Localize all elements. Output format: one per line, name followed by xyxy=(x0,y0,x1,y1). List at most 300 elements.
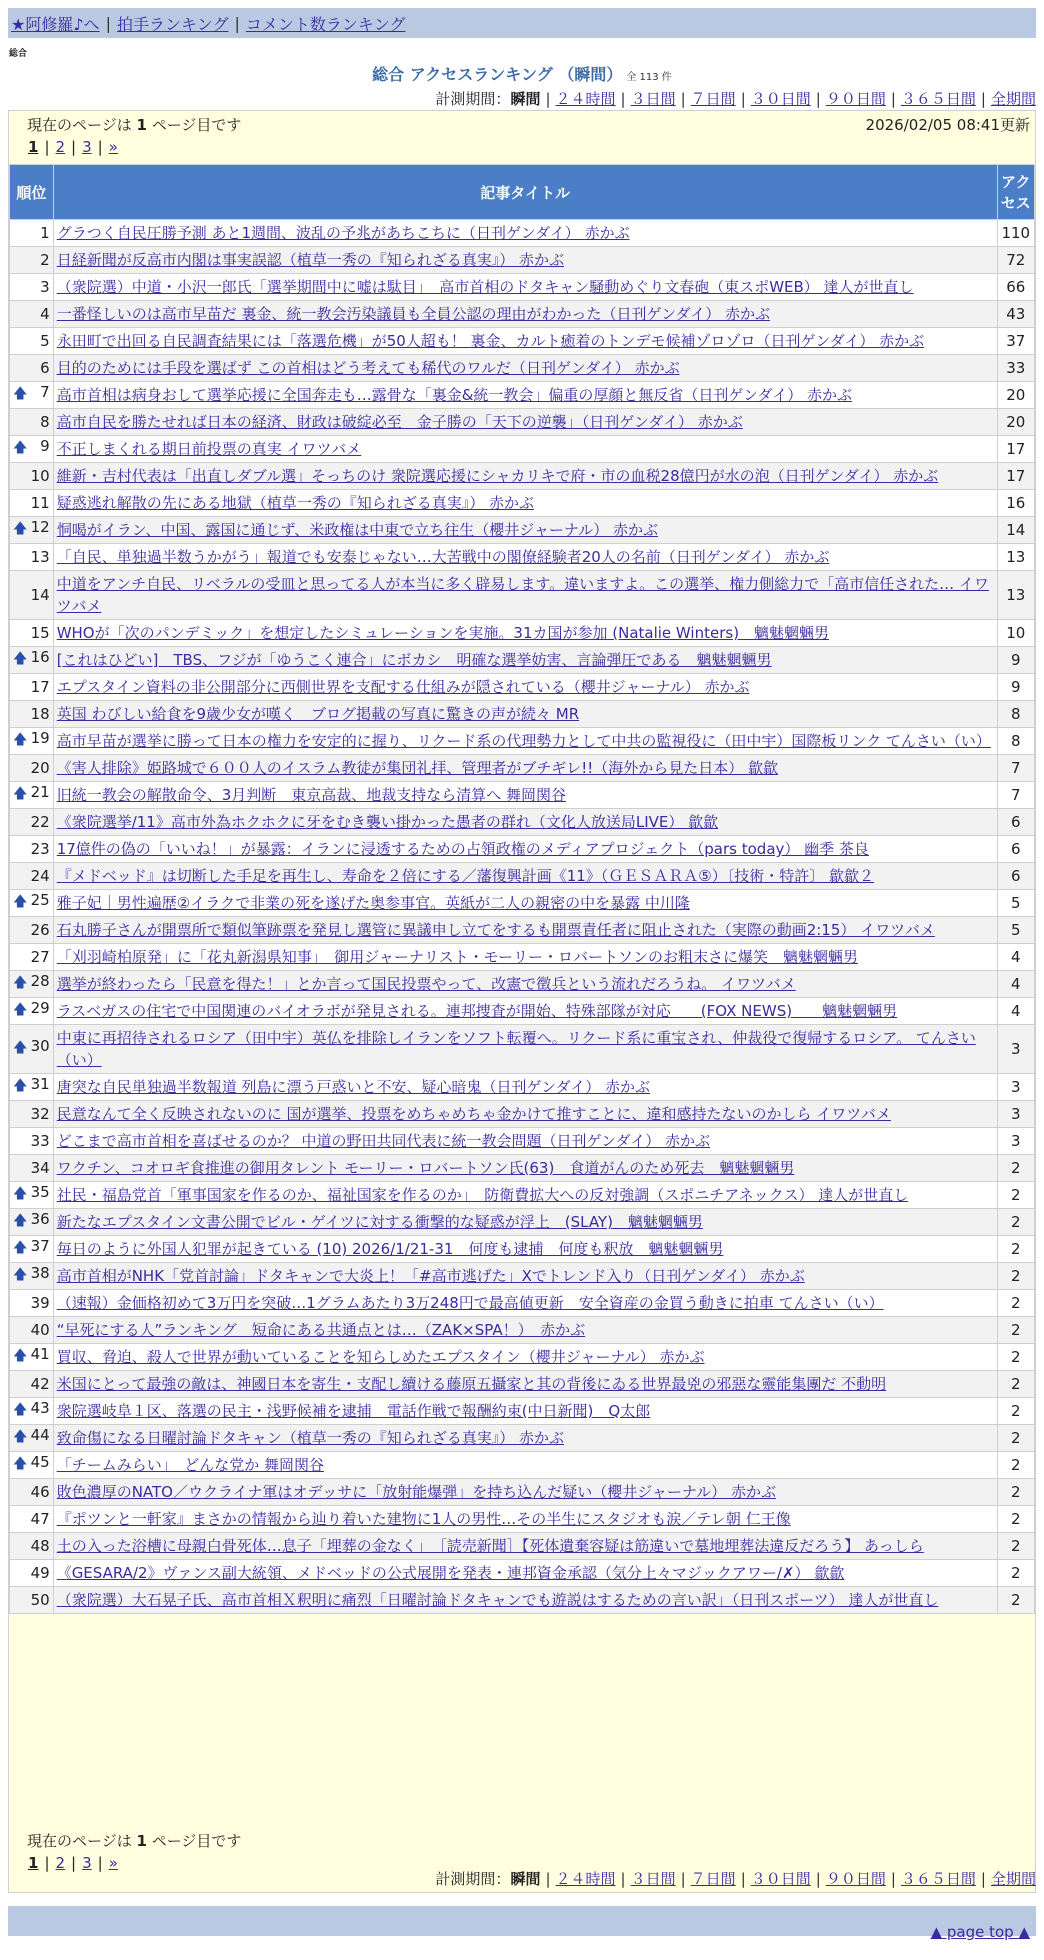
title-cell xyxy=(53,1452,997,1479)
table-row xyxy=(10,836,1035,863)
title-cell xyxy=(53,728,997,755)
access-count: 2 xyxy=(997,1452,1034,1479)
article-link[interactable]: どこまで高市首相を喜ばせるのか？ 中道の野田共同代表に統一教会問題（日刊ゲンダイ） 赤かぶ xyxy=(56,1132,711,1150)
access-count: 3 xyxy=(997,1128,1034,1155)
table-row xyxy=(10,998,1035,1025)
rank-number: 50 xyxy=(30,1591,50,1609)
period-sep: | xyxy=(815,1870,821,1888)
article-link[interactable]: 中道をアンチ自民、リベラルの受皿と思ってる人が本当に多く辟易します。違いますよ。この選挙、権力側総力で「高市信任された… イワツバメ xyxy=(56,575,989,615)
top-period-7[interactable]: 全期間 xyxy=(990,90,1036,108)
access-count: 8 xyxy=(997,728,1034,755)
rank-number: 33 xyxy=(30,1132,50,1150)
arrow-up-icon: 🡅 xyxy=(13,1429,28,1445)
article-link[interactable]: エプスタイン資料の非公開部分に西側世界を支配する仕組みが隠されている（櫻井ジャーナル） 赤かぶ xyxy=(56,678,750,696)
nav-applause-link[interactable]: 拍手ランキング xyxy=(116,14,229,34)
pager-bottom-page-2[interactable]: 2 xyxy=(55,1854,66,1872)
title-cell xyxy=(53,917,997,944)
rank-number: 26 xyxy=(30,921,50,939)
article-link[interactable]: 《衆院選挙/11》高市外為ホクホクに牙をむき襲い掛かった愚者の群れ（文化人放送局LIVE） 歙歙 xyxy=(56,813,719,831)
top-period-5[interactable]: ９０日間 xyxy=(825,90,886,108)
title-cell xyxy=(53,836,997,863)
rank-number: 24 xyxy=(30,867,50,885)
rank-number: 36 xyxy=(30,1210,50,1228)
access-count: 9 xyxy=(997,674,1034,701)
table-row xyxy=(10,1425,1035,1452)
article-link[interactable]: 新たなエプスタイン文書公開でビル・ゲイツに対する衝撃的な疑惑が浮上 (SLAY) 魑魅魍魎男 xyxy=(56,1213,703,1231)
article-link[interactable]: 疑惑逃れ解散の先にある地獄（植草一秀の『知られざる真実』） 赤かぶ xyxy=(56,494,534,512)
rank-cell xyxy=(10,517,54,544)
table-row xyxy=(10,220,1035,247)
article-link[interactable]: 不正しまくれる期日前投票の真実 イワツバメ xyxy=(56,440,362,458)
rank-cell xyxy=(10,1182,54,1209)
access-count: 2 xyxy=(997,1344,1034,1371)
article-link[interactable]: グラつく自民圧勝予測 あと1週間、波乱の予兆があちこちに（日刊ゲンダイ） 赤かぶ xyxy=(56,224,630,242)
title-cell xyxy=(53,1290,997,1317)
article-link[interactable]: ラスベガスの住宅で中国関連のバイオラボが発見される。連邦捜査が開始、特殊部隊が対応 (FOX NEWS) 魑魅魍魎男 xyxy=(56,1002,898,1020)
arrow-up-icon: 🡅 xyxy=(13,1186,28,1202)
access-count: 33 xyxy=(997,355,1034,382)
table-row xyxy=(10,620,1035,647)
title-cell xyxy=(53,1101,997,1128)
access-count: 4 xyxy=(997,998,1034,1025)
title-cell xyxy=(53,1533,997,1560)
table-row xyxy=(10,1533,1035,1560)
access-count: 3 xyxy=(997,1101,1034,1128)
table-row xyxy=(10,1101,1035,1128)
top-period-6[interactable]: ３６５日間 xyxy=(900,90,976,108)
article-link[interactable]: 高市首相は病身おして選挙応援に全国奔走も…露骨な「裏金&統一教会」偏重の厚顔と無反省（日刊ゲンダイ） 赤かぶ xyxy=(56,386,852,404)
rank-number: 45 xyxy=(30,1453,50,1471)
period-sep: | xyxy=(890,1870,896,1888)
pager-sep: | xyxy=(71,1854,77,1872)
rank-number: 35 xyxy=(30,1183,50,1201)
pager-sep: | xyxy=(44,138,50,156)
rank-cell xyxy=(10,436,54,463)
bottom-period-7[interactable]: 全期間 xyxy=(990,1870,1036,1888)
bottom-period-3[interactable]: ７日間 xyxy=(690,1870,736,1888)
article-link[interactable]: 維新・吉村代表は「出直しダブル選」そっちのけ 衆院選応援にシャカリキで府・市の血税28億円が水の泡（日刊ゲンダイ） 赤かぶ xyxy=(56,467,939,485)
rank-number: 39 xyxy=(30,1294,50,1312)
article-link[interactable]: 社民・福島党首「軍事国家を作るのか、福祉国家を作るのか」 防衛費拡大への反対強調（スポニチアネックス） 達人が世直し xyxy=(56,1186,909,1204)
access-count: 4 xyxy=(997,944,1034,971)
nav-home-link[interactable]: ★阿修羅♪へ xyxy=(11,14,100,34)
rank-number: 22 xyxy=(30,813,50,831)
article-link[interactable]: 土の入った浴槽に母親白骨死体…息子「埋葬の金なく」 ［読売新聞］【死体遺棄容疑は筋違いで墓地埋葬法違反だろう】 あっしら xyxy=(56,1537,924,1555)
rank-cell xyxy=(10,1025,54,1074)
title-cell xyxy=(53,571,997,620)
table-row xyxy=(10,328,1035,355)
pager-top xyxy=(28,138,118,156)
period-sep: | xyxy=(620,1870,626,1888)
table-row xyxy=(10,544,1035,571)
table-row xyxy=(10,463,1035,490)
ranking-table xyxy=(9,164,1035,1614)
article-link[interactable]: 買収、脅迫、殺人で世界が動いていることを知らしめたエプスタイン（櫻井ジャーナル） 赤かぶ xyxy=(56,1348,705,1366)
period-sep: | xyxy=(980,1870,986,1888)
bottom-period-5[interactable]: ９０日間 xyxy=(825,1870,886,1888)
arrow-up-icon: 🡅 xyxy=(13,1078,28,1094)
article-link[interactable]: （衆院選）大石晃子氏、高市首相Ｘ釈明に痛烈「日曜討論ドタキャンでも遊説はするための言い訳」（日刊スポーツ） 達人が世直し xyxy=(56,1591,939,1609)
title-cell xyxy=(53,647,997,674)
table-row xyxy=(10,971,1035,998)
rank-number: 30 xyxy=(30,1037,50,1055)
article-link[interactable]: WHOが「次のパンデミック」を想定したシミュレーションを実施。31カ国が参加 (Natalie Winters) 魑魅魍魎男 xyxy=(56,624,830,642)
title-cell xyxy=(53,1587,997,1614)
title-cell xyxy=(53,620,997,647)
rank-cell xyxy=(10,1317,54,1344)
article-link[interactable]: 「チームみらい」 どんな党か 舞岡関谷 xyxy=(56,1456,324,1474)
title-cell xyxy=(53,463,997,490)
title-cell xyxy=(53,247,997,274)
rank-number: 46 xyxy=(30,1483,50,1501)
rank-number: 25 xyxy=(30,891,50,909)
article-link[interactable]: 致命傷になる日曜討論ドタキャン（植草一秀の『知られざる真実』） 赤かぶ xyxy=(56,1429,564,1447)
rank-number: 18 xyxy=(30,705,50,723)
pager-bottom-page-»[interactable]: » xyxy=(108,1854,118,1872)
access-count: 5 xyxy=(997,917,1034,944)
table-row xyxy=(10,382,1035,409)
rank-number: 34 xyxy=(30,1159,50,1177)
table-row xyxy=(10,1074,1035,1101)
pager-top-page-2[interactable]: 2 xyxy=(55,138,66,156)
access-count: 6 xyxy=(997,863,1034,890)
table-row xyxy=(10,1155,1035,1182)
pager-bottom xyxy=(28,1854,118,1872)
table-row xyxy=(10,1506,1035,1533)
rank-cell xyxy=(10,647,54,674)
access-count: 2 xyxy=(997,1560,1034,1587)
table-row xyxy=(10,355,1035,382)
table-row xyxy=(10,1290,1035,1317)
title-cell xyxy=(53,1317,997,1344)
rank-number: 42 xyxy=(30,1375,50,1393)
rank-cell xyxy=(10,1452,54,1479)
title-cell xyxy=(53,1236,997,1263)
title-cell xyxy=(53,863,997,890)
access-count: 2 xyxy=(997,1398,1034,1425)
rank-number: 23 xyxy=(30,840,50,858)
access-count: 2 xyxy=(997,1371,1034,1398)
table-row xyxy=(10,301,1035,328)
access-count: 2 xyxy=(997,1263,1034,1290)
title-cell xyxy=(53,1025,997,1074)
table-row xyxy=(10,701,1035,728)
current-page-prefix: 現在のページは xyxy=(27,1832,137,1850)
rank-cell xyxy=(10,274,54,301)
title-cell xyxy=(53,674,997,701)
rank-cell xyxy=(10,728,54,755)
rank-number: 43 xyxy=(30,1399,50,1417)
rank-cell xyxy=(10,544,54,571)
rank-cell xyxy=(10,1236,54,1263)
title-cell xyxy=(53,1263,997,1290)
current-page-number: 1 xyxy=(136,1832,147,1850)
arrow-up-icon: 🡅 xyxy=(13,651,28,667)
access-count: 20 xyxy=(997,409,1034,436)
pager-sep: | xyxy=(44,1854,50,1872)
title-cell xyxy=(53,1506,997,1533)
article-link[interactable]: 「刈羽崎柏原発」に「花丸新潟県知事」 御用ジャーナリスト・モーリー・ロバートソンのお粗末さに爆笑 魑魅魍魎男 xyxy=(56,948,858,966)
access-count: 3 xyxy=(997,1025,1034,1074)
nav-comments-link[interactable]: コメント数ランキング xyxy=(245,14,406,34)
current-page-number: 1 xyxy=(136,116,147,134)
title-cell xyxy=(53,1425,997,1452)
table-row xyxy=(10,1452,1035,1479)
article-link[interactable]: 『メドベッド』は切断した手足を再生し、寿命を２倍にする／藩復興計画《11》（ＧＥＳＡＲＡ⑤）〔技術・特許〕 歙歙２ xyxy=(56,867,874,885)
current-page-suffix: ページ目です xyxy=(146,1832,242,1850)
bottom-period-6[interactable]: ３６５日間 xyxy=(900,1870,976,1888)
title-cell xyxy=(53,220,997,247)
page-title xyxy=(0,62,1044,85)
article-link[interactable]: 「自民、単独過半数うかがう」報道でも安泰じゃない…大苦戦中の閣僚経験者20人の名前（日刊ゲンダイ） 赤かぶ xyxy=(56,548,830,566)
period-selector-bottom xyxy=(435,1868,1036,1889)
article-link[interactable]: 毎日のように外国人犯罪が起きている (10) 2026/1/21-31 何度も逮捕 何度も釈放 魑魅魍魎男 xyxy=(56,1240,724,1258)
rank-cell xyxy=(10,782,54,809)
page-top-link[interactable]: ▲ page top ▲ xyxy=(930,1923,1030,1941)
arrow-up-icon: 🡅 xyxy=(13,786,28,802)
bottom-period-0: 瞬間 xyxy=(510,1870,541,1888)
table-row xyxy=(10,1398,1035,1425)
updated-timestamp: 2026/02/05 08:41更新 xyxy=(865,116,1030,134)
title-cell xyxy=(53,1371,997,1398)
rank-cell xyxy=(10,382,54,409)
rank-cell xyxy=(10,917,54,944)
rank-cell xyxy=(10,571,54,620)
table-row xyxy=(10,1025,1035,1074)
access-count: 110 xyxy=(997,220,1034,247)
rank-cell xyxy=(10,1344,54,1371)
period-sep: | xyxy=(740,90,746,108)
article-link[interactable]: 英国 わびしい給食を9歳少女が嘆く ブログ掲載の写真に驚きの声が続々 MR xyxy=(56,705,580,723)
rank-number: 44 xyxy=(30,1426,50,1444)
arrow-up-icon: 🡅 xyxy=(13,1002,28,1018)
top-period-1[interactable]: ２４時間 xyxy=(555,90,616,108)
access-count: 13 xyxy=(997,544,1034,571)
arrow-up-icon: 🡅 xyxy=(13,1213,28,1229)
article-link[interactable]: 目的のためには手段を選ばず この首相はどう考えても稀代のワルだ（日刊ゲンダイ） 赤かぶ xyxy=(56,359,680,377)
access-count: 16 xyxy=(997,490,1034,517)
title-cell xyxy=(53,1344,997,1371)
period-sep: | xyxy=(545,1870,551,1888)
pager-top-page-3[interactable]: 3 xyxy=(82,138,92,156)
title-cell xyxy=(53,890,997,917)
table-row xyxy=(10,1371,1035,1398)
title-cell xyxy=(53,1182,997,1209)
access-count: 5 xyxy=(997,890,1034,917)
article-link[interactable]: 高市早苗が選挙に勝って日本の権力を安定的に握り、リクード系の代理勢力として中共の監視役に（田中宇）国際板リンク てんさい（い） xyxy=(56,732,991,750)
table-row xyxy=(10,674,1035,701)
article-link[interactable]: 敗色濃厚のNATO／ウクライナ軍はオデッサに「放射能爆弾」を持ち込んだ疑い（櫻井ジャーナル） 赤かぶ xyxy=(56,1483,776,1501)
bottom-period-2[interactable]: ３日間 xyxy=(630,1870,676,1888)
footer-bar xyxy=(8,1906,1036,1941)
article-link[interactable]: ワクチン、コオロギ食推進の御用タレント モーリー・ロバートソン氏(63) 食道がんのため死去 魑魅魍魎男 xyxy=(56,1159,795,1177)
rank-number: 3 xyxy=(40,278,50,296)
rank-cell xyxy=(10,355,54,382)
arrow-up-icon: 🡅 xyxy=(13,386,28,402)
article-link[interactable]: 『ポツンと一軒家』まさかの情報から辿り着いた建物に1人の男性…その半生にスタジオも涙／テレ朝 仁王像 xyxy=(56,1510,791,1528)
rank-number: 31 xyxy=(30,1075,50,1093)
article-link[interactable]: 唐突な自民単独過半数報道 列島に漂う戸惑いと不安、疑心暗鬼（日刊ゲンダイ） 赤かぶ xyxy=(56,1078,651,1096)
rank-cell xyxy=(10,463,54,490)
article-link[interactable]: 《害人排除》姫路城で６００人のイスラム教徒が集団礼拝、管理者がブチギレ!!（海外から見た日本） 歙歙 xyxy=(56,759,779,777)
access-count: 3 xyxy=(997,1074,1034,1101)
article-link[interactable]: 一番怪しいのは高市早苗だ 裏金、統一教会汚染議員も全員公認の理由がわかった（日刊ゲンダイ） 赤かぶ xyxy=(56,305,771,323)
rank-cell xyxy=(10,409,54,436)
rank-number: 14 xyxy=(30,586,50,604)
category-label: 総合 xyxy=(9,49,28,59)
table-row xyxy=(10,1209,1035,1236)
rank-cell xyxy=(10,863,54,890)
rank-cell xyxy=(10,755,54,782)
article-link[interactable]: 日経新聞が反高市内閣は事実誤認（植草一秀の『知られざる真実』） 赤かぶ xyxy=(56,251,564,269)
rank-number: 49 xyxy=(30,1564,50,1582)
rank-number: 5 xyxy=(40,332,50,350)
rank-cell xyxy=(10,1533,54,1560)
table-row xyxy=(10,517,1035,544)
title-cell xyxy=(53,301,997,328)
pager-sep: | xyxy=(71,138,77,156)
article-link[interactable]: 恫喝がイラン、中国、露国に通じず、米政権は中東で立ち往生（櫻井ジャーナル） 赤かぶ xyxy=(56,521,659,539)
article-link[interactable]: 選挙が終わったら「民意を得た！」とか言って国民投票やって、改憲で徴兵という流れだろうね。 イワツバメ xyxy=(56,975,796,993)
title-cell xyxy=(53,544,997,571)
table-row xyxy=(10,890,1035,917)
article-link[interactable]: [これはひどい] TBS、フジが「ゆうこく連合」にボカシ 明確な選挙妨害、言論弾圧である 魑魅魍魎男 xyxy=(56,651,772,669)
title-cell xyxy=(53,274,997,301)
table-row xyxy=(10,436,1035,463)
title-cell xyxy=(53,1560,997,1587)
rank-number: 10 xyxy=(30,467,50,485)
table-row xyxy=(10,1479,1035,1506)
title-cell xyxy=(53,355,997,382)
table-row xyxy=(10,247,1035,274)
rank-number: 48 xyxy=(30,1537,50,1555)
bottom-period-1[interactable]: ２４時間 xyxy=(555,1870,616,1888)
rank-number: 27 xyxy=(30,948,50,966)
rank-cell xyxy=(10,220,54,247)
rank-cell xyxy=(10,490,54,517)
period-label: 計測期間： xyxy=(435,1870,511,1888)
rank-number: 12 xyxy=(30,518,50,536)
article-link[interactable]: “早死にする人”ランキング 短命にある共通点とは…（ZAK×SPA！） 赤かぶ xyxy=(56,1321,586,1339)
period-sep: | xyxy=(680,1870,686,1888)
title-cell xyxy=(53,755,997,782)
rank-number: 19 xyxy=(30,729,50,747)
table-row xyxy=(10,490,1035,517)
current-page-suffix: ページ目です xyxy=(146,116,242,134)
pager-top-page-»[interactable]: » xyxy=(108,138,118,156)
rank-number: 21 xyxy=(30,783,50,801)
rank-cell xyxy=(10,1560,54,1587)
title-cell xyxy=(53,944,997,971)
title-cell xyxy=(53,517,997,544)
arrow-up-icon: 🡅 xyxy=(13,894,28,910)
period-sep: | xyxy=(980,90,986,108)
article-link[interactable]: 民意なんて全く反映されないのに 国が選挙、投票をめちゃめちゃ金かけて推すことに、違和感持たないのかしら イワツバメ xyxy=(56,1105,891,1123)
period-sep: | xyxy=(545,90,551,108)
article-link[interactable]: 永田町で出回る自民調査結果には「落選危機」が50人超も！ 裏金、カルト癒着のトンデモ候補ゾロゾロ（日刊ゲンダイ） 赤かぶ xyxy=(56,332,925,350)
arrow-up-icon: 🡅 xyxy=(13,975,28,991)
title-cell xyxy=(53,701,997,728)
article-link[interactable]: 高市自民を勝たせれば日本の経済、財政は破綻必至 金子勝の「天下の逆襲」（日刊ゲンダイ） 赤かぶ xyxy=(56,413,743,431)
access-count: 72 xyxy=(997,247,1034,274)
rank-number: 47 xyxy=(30,1510,50,1528)
article-link[interactable]: （速報）金価格初めて3万円を突破…1グラムあたり3万248円で最高値更新 安全資産の金買う動きに拍車 てんさい（い） xyxy=(56,1294,884,1312)
table-row xyxy=(10,1344,1035,1371)
access-count: 10 xyxy=(997,620,1034,647)
total-count: 全 113 件 xyxy=(626,72,672,83)
arrow-up-icon: 🡅 xyxy=(13,1267,28,1283)
rank-number: 4 xyxy=(40,305,50,323)
title-cell xyxy=(53,382,997,409)
title-cell xyxy=(53,1209,997,1236)
top-period-2[interactable]: ３日間 xyxy=(630,90,676,108)
table-row xyxy=(10,274,1035,301)
pager-sep: | xyxy=(97,1854,103,1872)
arrow-up-icon: 🡅 xyxy=(13,440,28,456)
access-count: 13 xyxy=(997,571,1034,620)
article-link[interactable]: 石丸勝子さんが開票所で類似筆跡票を発見し選管に異議申し立てをするも開票責任者に阻止された（実際の動画2:15） イワツバメ xyxy=(56,921,935,939)
title-cell xyxy=(53,1398,997,1425)
arrow-up-icon: 🡅 xyxy=(13,1040,28,1056)
rank-number: 41 xyxy=(30,1345,50,1363)
rank-number: 1 xyxy=(40,224,50,242)
article-link[interactable]: 旧統一教会の解散命令、3月判断 東京高裁、地裁支持なら清算へ 舞岡関谷 xyxy=(56,786,567,804)
pager-bottom-page-3[interactable]: 3 xyxy=(82,1854,92,1872)
rank-cell xyxy=(10,674,54,701)
article-link[interactable]: 高市首相がNHK「党首討論」ドタキャンで大炎上！「#高市逃げた」Xでトレンド入り（日刊ゲンダイ） 赤かぶ xyxy=(56,1267,805,1285)
top-period-4[interactable]: ３０日間 xyxy=(750,90,811,108)
access-count: 17 xyxy=(997,463,1034,490)
rank-cell xyxy=(10,1263,54,1290)
title-cell xyxy=(53,998,997,1025)
period-sep: | xyxy=(680,90,686,108)
access-count: 2 xyxy=(997,1479,1034,1506)
period-label: 計測期間： xyxy=(435,90,511,108)
access-count: 7 xyxy=(997,782,1034,809)
table-row xyxy=(10,1236,1035,1263)
table-row xyxy=(10,728,1035,755)
period-selector-top xyxy=(435,88,1036,109)
access-count: 14 xyxy=(997,517,1034,544)
article-link[interactable]: （衆院選）中道・小沢一郎氏「選挙期間中に嘘は駄目」 高市首相のドタキャン騒動めぐり文春砲（東スポWEB） 達人が世直し xyxy=(56,278,914,296)
article-link[interactable]: 雅子妃｜男性遍歴②イラクで非業の死を遂げた奥参事官。英紙が二人の親密の中を暴露 中川隆 xyxy=(56,894,690,912)
article-link[interactable]: 《GESARA/2》ヴァンス副大統領、メドベッドの公式展開を発表・連邦資金承認（気分上々マジックアワー/✗） 歙歙 xyxy=(56,1564,845,1582)
access-count: 6 xyxy=(997,809,1034,836)
article-link[interactable]: 米国にとって最強の敵は、神國日本を寄生・支配し續ける藤原五攝家と其の背後にゐる世界最兇の邪惡な靈能集團だ 不動明 xyxy=(56,1375,887,1393)
rank-number: 11 xyxy=(30,494,50,512)
top-period-3[interactable]: ７日間 xyxy=(690,90,736,108)
access-count: 2 xyxy=(997,1425,1034,1452)
article-link[interactable]: 17億件の偽の「いいね！」が暴露：イランに浸透するための占領政権のメディアプロジェクト（pars today） 幽季 茶良 xyxy=(56,840,869,858)
article-link[interactable]: 衆院選岐阜１区、落選の民主・浅野候補を逮捕 電話作戦で報酬約束(中日新聞) Q太郎 xyxy=(56,1402,651,1420)
rank-cell xyxy=(10,1479,54,1506)
header-access: アクセス xyxy=(997,165,1034,220)
title-cell xyxy=(53,1128,997,1155)
bottom-period-4[interactable]: ３０日間 xyxy=(750,1870,811,1888)
table-row xyxy=(10,571,1035,620)
rank-cell xyxy=(10,836,54,863)
table-row xyxy=(10,409,1035,436)
arrow-up-icon: 🡅 xyxy=(13,1240,28,1256)
title-cell xyxy=(53,809,997,836)
access-count: 4 xyxy=(997,971,1034,998)
rank-number: 2 xyxy=(40,251,50,269)
current-page-prefix: 現在のページは xyxy=(27,116,137,134)
article-link[interactable]: 中東に再招待されるロシア（田中宇）英仏を排除しイランをソフト転覆へ。リクード系に重宝され、仲裁役で復帰するロシア。 てんさい（い） xyxy=(56,1029,976,1069)
table-row xyxy=(10,755,1035,782)
access-count: 17 xyxy=(997,436,1034,463)
current-page-text xyxy=(27,114,241,135)
